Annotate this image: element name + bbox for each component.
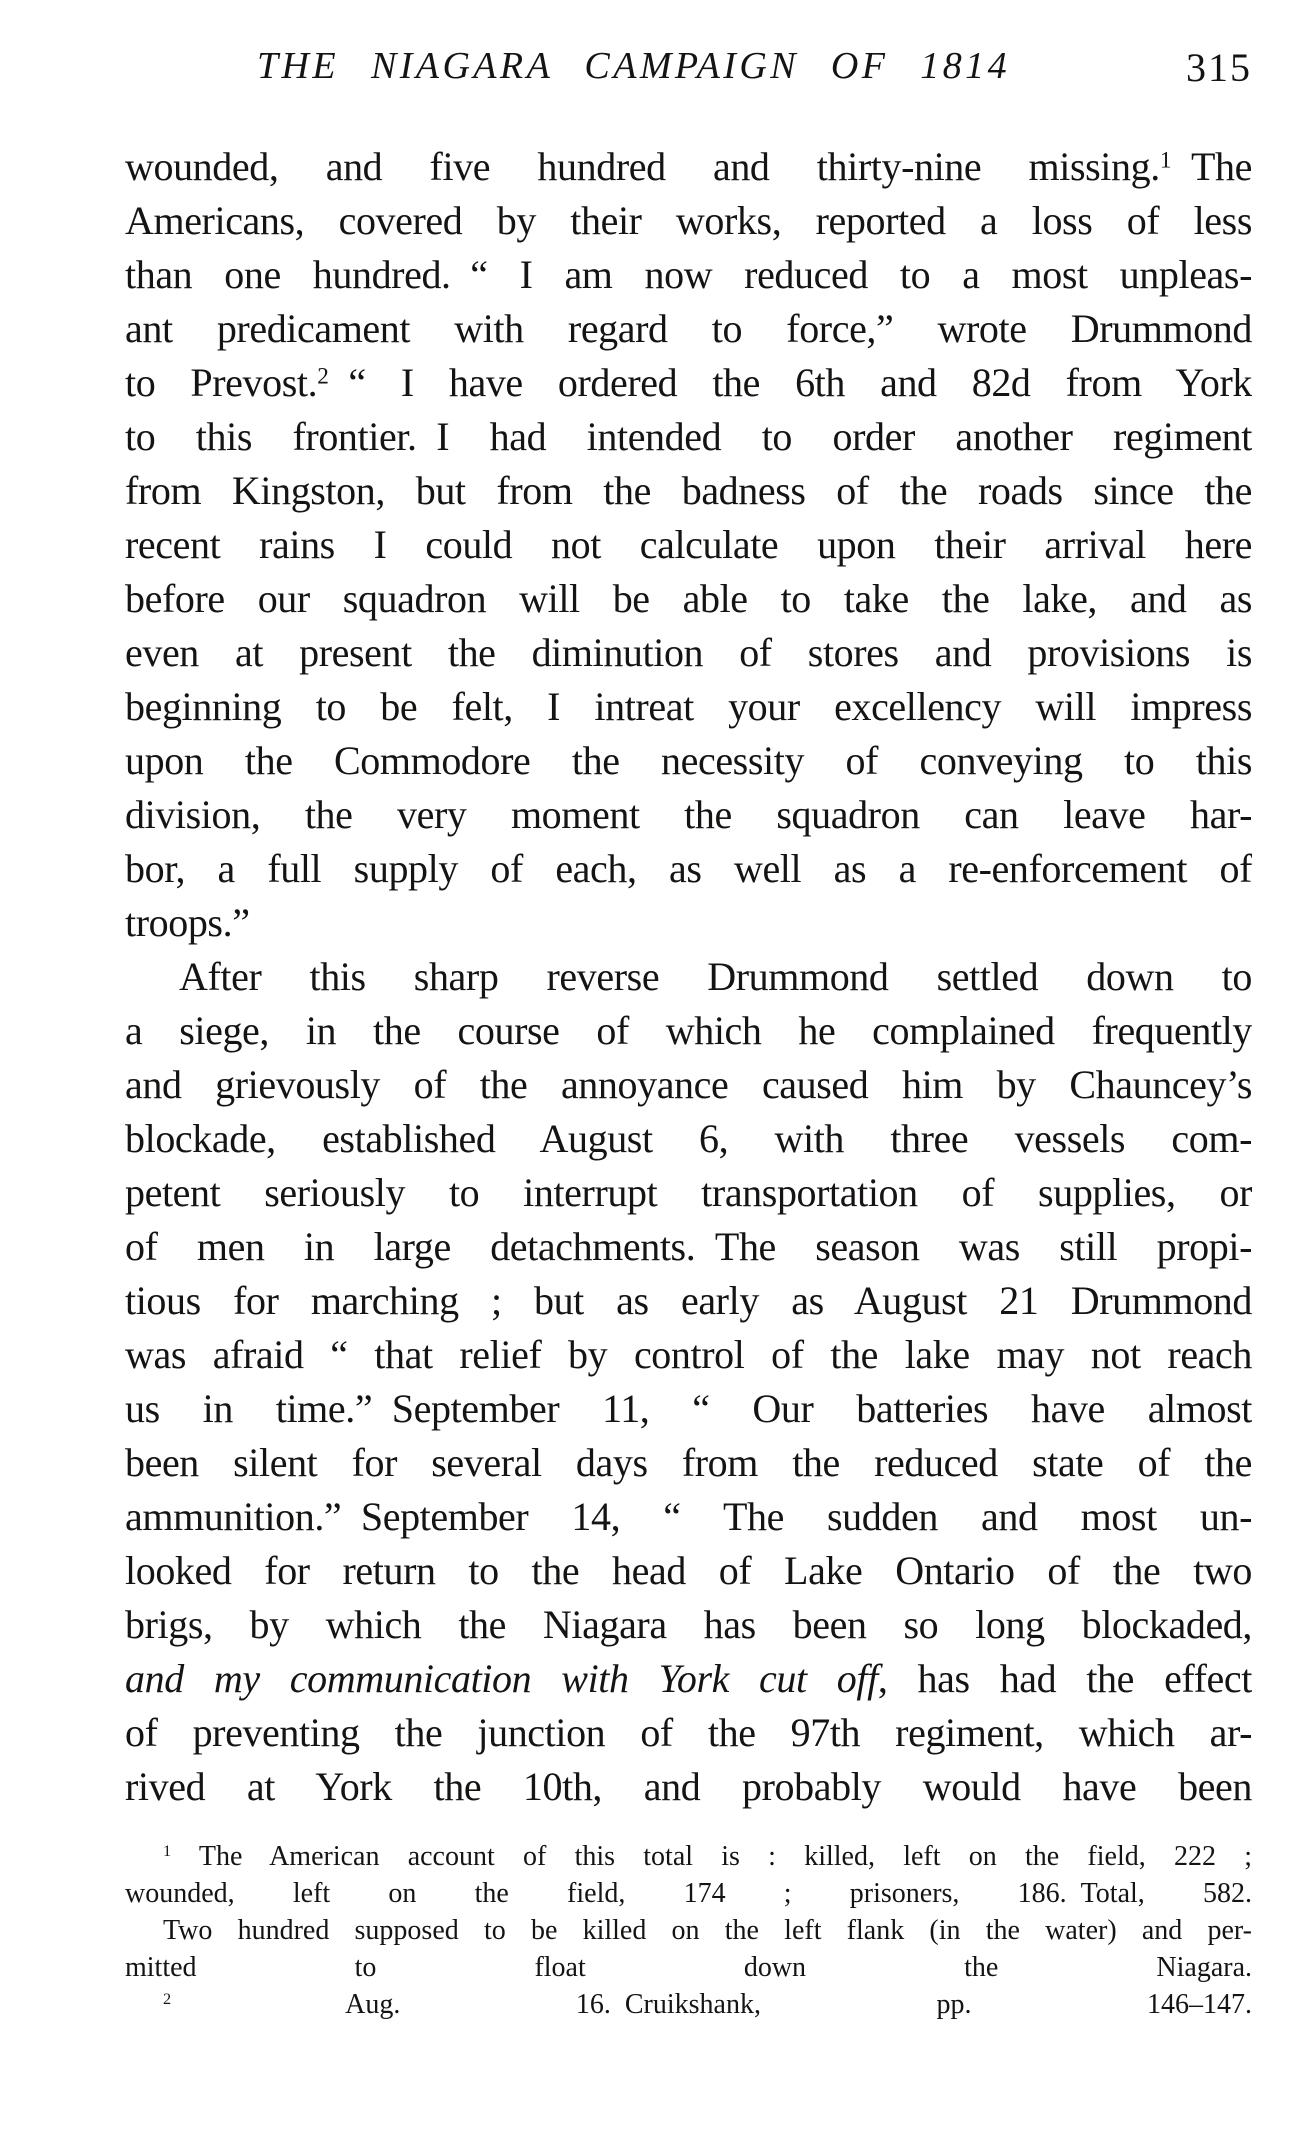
body-line: upon the Commodore the necessity of conveying to this [125, 738, 1252, 783]
body-line: rived at York the 10th, and probably would have been [125, 1764, 1252, 1809]
footnote-ref: 2 [317, 363, 329, 390]
footnote-line: mitted to float down the Niagara. [125, 1952, 1252, 1983]
footnote-line: wounded, left on the field, 174 ; prisoners, 186. Total, 582. [125, 1878, 1252, 1909]
footnote-line [125, 1986, 1252, 2023]
footnote-number: 2 [163, 1990, 172, 2009]
body-line: ant predicament with regard to force,” wrote Drummond [125, 306, 1252, 351]
page-header [125, 44, 1252, 92]
body-line: brigs, by which the Niagara has been so long blockaded, [125, 1602, 1252, 1647]
body-line: a siege, in the course of which he complained frequently [125, 1008, 1252, 1053]
body-line-text: wounded, and five hundred and thirty-nine missing. [125, 144, 1160, 189]
body-line-text: The [1171, 144, 1252, 189]
paragraph [125, 140, 1252, 950]
body-line: looked for return to the head of Lake Ontario of the two [125, 1548, 1252, 1593]
italic-phrase: and my communication with York cut off [125, 1656, 878, 1701]
body-line: Americans, covered by their works, reported a loss of less [125, 198, 1252, 243]
page-number: 315 [1186, 45, 1252, 90]
body-line: bor, a full supply of each, as well as a re-enforcement of [125, 846, 1252, 891]
footnotes [125, 1838, 1252, 2023]
body-line: of men in large detachments. The season was still propi- [125, 1224, 1252, 1269]
body-line: division, the very moment the squadron can leave har- [125, 792, 1252, 837]
footnote-number: 1 [163, 1842, 172, 1861]
footnote-text: Aug. 16. Cruikshank, pp. 146–147. [171, 1989, 1252, 2020]
body-line: from Kingston, but from the badness of the roads since the [125, 468, 1252, 513]
body-line: us in time.” September 11, “ Our batteries have almost [125, 1386, 1252, 1431]
footnote-line [125, 1838, 1252, 1875]
body-line: to this frontier. I had intended to order another regiment [125, 414, 1252, 459]
body-line-text: to Prevost. [125, 360, 318, 405]
footnote-line: Two hundred supposed to be killed on the left flank (in the water) and per- [163, 1915, 1252, 1946]
body-line: and grievously of the annoyance caused him by Chauncey’s [125, 1062, 1252, 1107]
body-line [125, 1652, 1252, 1706]
body-line: even at present the diminution of stores and provisions is [125, 630, 1252, 675]
body-line: ammunition.” September 14, “ The sudden and most un- [125, 1494, 1252, 1539]
paragraph [125, 950, 1252, 1814]
running-head: THE NIAGARA CAMPAIGN OF 1814 [257, 45, 1010, 87]
body-line: troops.” [125, 900, 250, 945]
body-line: been silent for several days from the reduced state of the [125, 1440, 1252, 1485]
body-line-text: “ I have ordered the 6th and 82d from York [328, 360, 1252, 405]
footnote-ref: 1 [1159, 147, 1172, 174]
body-line [125, 140, 1252, 194]
body-line: than one hundred. “ I am now reduced to a most unpleas- [125, 252, 1252, 297]
body-line [125, 356, 1252, 410]
body-line: blockade, established August 6, with three vessels com- [125, 1116, 1252, 1161]
body-line: of preventing the junction of the 97th regiment, which ar- [125, 1710, 1252, 1755]
body-line: recent rains I could not calculate upon their arrival here [125, 522, 1252, 567]
body-line: before our squadron will be able to take the lake, and as [125, 576, 1252, 621]
body-line: was afraid “ that relief by control of the lake may not reach [125, 1332, 1252, 1377]
body-line: After this sharp reverse Drummond settled down to [179, 954, 1252, 999]
body-text [125, 140, 1252, 1814]
body-line: petent seriously to interrupt transportation of supplies, or [125, 1170, 1252, 1215]
body-line: beginning to be felt, I intreat your excellency will impress [125, 684, 1252, 729]
body-line-text: , has had the effect [877, 1656, 1252, 1701]
body-line: tious for marching ; but as early as August 21 Drummond [125, 1278, 1252, 1323]
footnote-text: The American account of this total is : killed, left on the field, 222 ; [171, 1841, 1252, 1872]
